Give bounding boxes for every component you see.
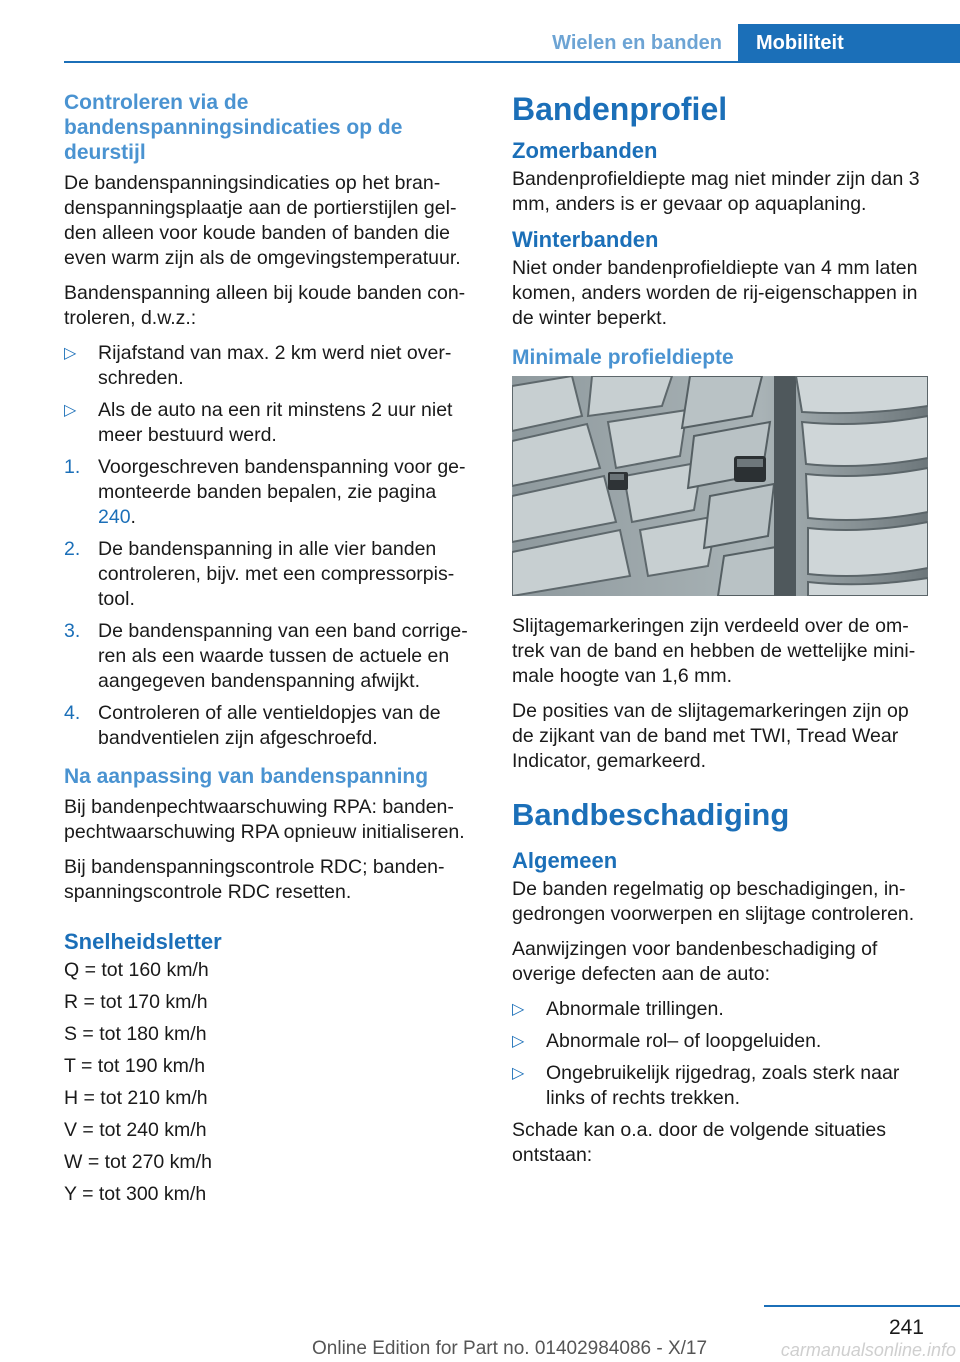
triangle-bullet-icon: ▷: [64, 402, 77, 419]
list-item: ▷ Als de auto na een rit minstens 2 uur niet meer bestuurd werd.: [64, 399, 453, 446]
paragraph-indicaties: De bandenspanningsindicaties op het brandenspanningsplaatje aan de portierstijlen gelden alleen voor koude banden of banden die even warm zijn als de omgevingstemperatuur.: [64, 172, 461, 269]
tire-tread-wear-image: [512, 376, 928, 596]
signs-list: [512, 997, 932, 1111]
paragraph-regelmatig: De banden regelmatig op beschadigingen, ingedrongen voorwerpen en slijtage controleren.: [512, 878, 915, 925]
paragraph-rdc: Bij bandenspanningscontrole RDC; bandenspanningscontrole RDC resetten.: [64, 856, 445, 903]
paragraph-twi: De posities van de slijtagemarkeringen zijn op de zijkant van de band met TWI, Tread Wear Indicator, gemarkeerd.: [512, 700, 909, 772]
list-item: 2. De bandenspanning in alle vier banden controleren, bijv. met een compressorpistool.: [64, 538, 455, 610]
list-item: H = tot 210 km/h: [64, 1087, 208, 1109]
steps-list: [64, 455, 478, 751]
heading-algemeen: Algemeen: [512, 848, 618, 873]
triangle-bullet-icon: ▷: [512, 1001, 525, 1018]
watermark: carmanualsonline.info: [780, 1340, 956, 1360]
heading-minimale-profieldiepte: Minimale profieldiepte: [512, 346, 734, 369]
list-item: Q = tot 160 km/h: [64, 959, 209, 981]
list-item: 3. De bandenspanning van een band corrigeren als een waarde tussen de actuele en aangegeven bandenspanning afwijkt.: [64, 620, 468, 692]
triangle-bullet-icon: ▷: [512, 1065, 525, 1082]
triangle-bullet-icon: ▷: [64, 345, 77, 362]
list-item: V = tot 240 km/h: [64, 1119, 207, 1141]
right-column: [512, 90, 932, 1178]
list-item: ▷ Ongebruikelijk rijgedrag, zoals sterk naar links of rechts trekken.: [512, 1062, 900, 1109]
chapter-tab: Mobiliteit: [738, 24, 960, 62]
list-item: Y = tot 300 km/h: [64, 1183, 207, 1205]
paragraph-rpa: Bij bandenpechtwaarschuwing RPA: bandenpechtwaarschuwing RPA opnieuw initialiseren.: [64, 796, 465, 843]
paragraph-zomer: Bandenprofieldiepte mag niet minder zijn dan 3 mm, anders is er gevaar op aquaplaning.: [512, 168, 920, 215]
page-link[interactable]: 240: [98, 506, 131, 528]
paragraph-winter: Niet onder bandenprofieldiepte van 4 mm laten komen, anders worden de rij-eigenschappen in de winter beperkt.: [512, 257, 918, 329]
heading-zomerbanden: Zomerbanden: [512, 138, 658, 163]
list-item: 1. Voorgeschreven bandenspanning voor gemonteerde banden bepalen, zie pagina 240.: [64, 456, 466, 528]
list-item: W = tot 270 km/h: [64, 1151, 212, 1173]
section-tab: Wielen en banden: [552, 32, 722, 54]
heading-winterbanden: Winterbanden: [512, 227, 659, 252]
heading-indicaties: Controleren via de bandenspanningsindicaties op de deurstijl: [64, 91, 403, 164]
paragraph-schade: Schade kan o.a. door de volgende situaties ontstaan:: [512, 1119, 887, 1166]
edition-footer: Online Edition for Part no. 01402984086 - X/17: [312, 1338, 708, 1359]
page-number: 241: [888, 1316, 924, 1339]
paragraph-koud: Bandenspanning alleen bij koude banden controleren, d.w.z.:: [64, 282, 466, 329]
list-item: S = tot 180 km/h: [64, 1023, 207, 1045]
list-item: ▷ Abnormale trillingen.: [512, 998, 724, 1020]
list-item: R = tot 170 km/h: [64, 991, 208, 1013]
speed-list: [64, 958, 478, 1207]
heading-aanpassing: Na aanpassing van bandenspanning: [64, 765, 429, 788]
paragraph-aanwijzingen: Aanwijzingen voor bandenbeschadiging of overige defecten aan de auto:: [512, 938, 878, 985]
conditions-list: [64, 341, 478, 448]
list-item: ▷ Abnormale rol– of loopgeluiden.: [512, 1030, 822, 1052]
triangle-bullet-icon: ▷: [512, 1033, 525, 1050]
left-column: [64, 90, 478, 1214]
list-item: ▷ Rijafstand van max. 2 km werd niet overschreden.: [64, 342, 452, 389]
header-rule: [64, 61, 960, 63]
list-item: T = tot 190 km/h: [64, 1055, 206, 1077]
paragraph-slijtage: Slijtagemarkeringen zijn verdeeld over de omtrek van de band en hebben de wettelijke minimale hoogte van 1,6 mm.: [512, 615, 916, 687]
footer-rule: [764, 1305, 960, 1307]
heading-bandenprofiel: Bandenprofiel: [512, 91, 728, 127]
list-item: 4. Controleren of alle ventieldopjes van de bandventielen zijn afgeschroefd.: [64, 702, 441, 749]
heading-bandbeschadiging: Bandbeschadiging: [512, 797, 790, 832]
heading-snelheidsletter: Snelheidsletter: [64, 929, 222, 954]
